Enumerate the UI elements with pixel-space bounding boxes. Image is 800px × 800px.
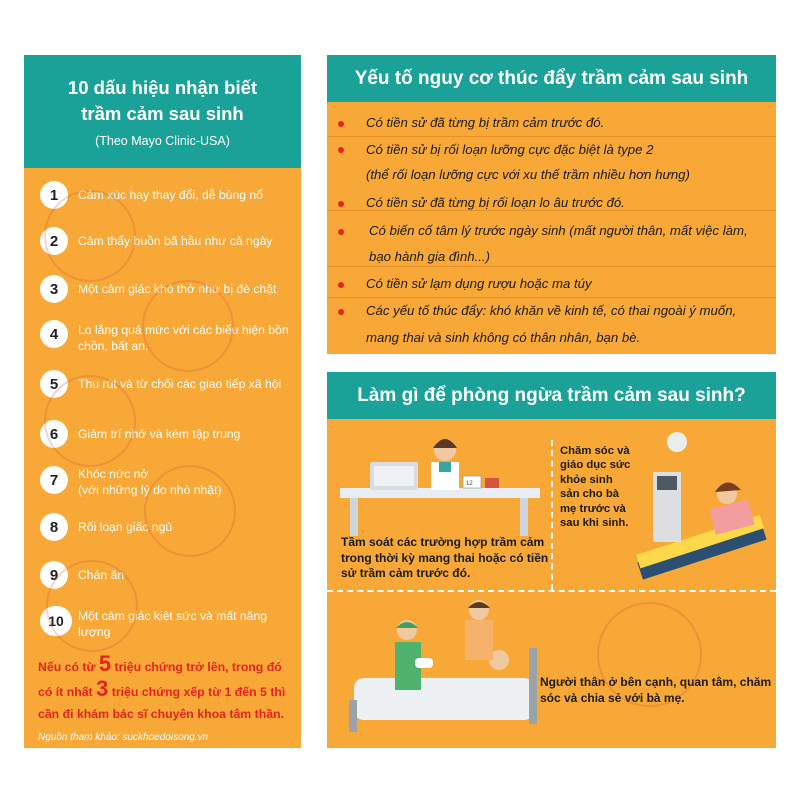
risk-title: Yếu tố nguy cơ thúc đẩy trầm cảm sau sinh [327,55,776,102]
divider [551,440,553,590]
sign-text: Lo lắng quá mức với các biểu hiện bồn chồn, bất an. [78,323,289,353]
divider [327,136,776,137]
calendar-label: 12 [466,481,473,487]
divider [327,297,776,298]
bullet-icon [338,147,344,153]
sign-number: 6 [40,420,68,448]
sign-text [78,466,293,498]
sign-text: Cảm xúc hay thay đổi, dễ bùng nổ [78,188,263,202]
sign-text: Cảm thấy buồn bã hầu như cả ngày [78,234,273,248]
prevention-title: Làm gì để phòng ngừa trầm cảm sau sinh? [327,372,776,419]
sign-text: Một cảm giác kiệt sức và mất năng lượng [78,609,268,639]
risk-line: mang thai và sinh không có thân nhân, bạn bè. [366,330,641,345]
sign-number: 8 [40,513,68,541]
signs-title-line2: trầm cảm sau sinh [81,103,244,124]
bullet-icon [338,201,344,207]
sign-text: Một cảm giác khó thở như bị đè chặt [78,282,277,296]
risk-line: (thể rối loạn lưỡng cực với xu thế trầm nhiều hơn hưng) [366,167,690,182]
signs-header [24,55,301,168]
risk-line: Có tiền sử bị rối loạn lưỡng cực đặc biệt là type 2 [366,142,654,157]
risk-line: Có biến cố tâm lý trước ngày sinh (mất người thân, mất việc làm, [369,223,748,238]
condition-number: 5 [98,651,112,676]
prevention-panel [327,372,776,748]
sign-text: Thu rút và từ chối các giao tiếp xã hội [78,377,282,391]
sign-number: 3 [40,275,68,303]
sign-number: 1 [40,181,68,209]
risk-line: Các yếu tố thúc đẩy: khó khăn về kinh tế, có thai ngoài ý muốn, [366,303,737,318]
sign-text: Giảm trí nhớ và kém tập trung [78,427,241,441]
signs-title-line1: 10 dấu hiệu nhận biết [67,77,258,98]
sign-text-sub: (với những lý do nhỏ nhặt) [78,483,222,497]
condition-part: triệu chứng xếp từ 1 đến 5 thì cần đi khám bác sĩ chuyên khoa tâm thần. [38,685,286,721]
bullet-icon [338,229,344,235]
condition-number: 3 [96,676,109,701]
diagnosis-condition [38,653,296,725]
sign-number: 10 [40,606,72,636]
signs-subtitle: (Theo Mayo Clinic-USA) [95,134,230,148]
sign-number: 2 [40,227,68,255]
prevention-text-care: Chăm sóc và giáo dục sức khỏe sinh sản cho bà mẹ trước và sau khi sinh. [560,445,631,530]
sign-text: Rối loạn giấc ngủ [78,520,173,534]
signs-panel [24,55,301,748]
condition-part: Nếu có từ [38,660,99,674]
risk-line: Có tiền sử đã từng bị rối loạn lo âu trước đó. [366,195,625,210]
sign-text-main: Khóc nức nở [78,467,149,481]
divider [327,266,776,267]
prevention-text-screening: Tầm soát các trường hợp trầm cảm trong thời kỳ mang thai hoặc có tiền sử trầm cảm trước đó. [341,535,549,580]
sign-number: 4 [40,320,68,348]
prevention-text-family: Người thân ở bên cạnh, quan tâm, chăm sóc và chia sẻ với bà mẹ. [540,675,772,705]
bullet-icon [338,282,344,288]
bullet-icon [338,309,344,315]
mother-bed-illustration [617,422,775,592]
bullet-icon [338,121,344,127]
sign-text: Chán ăn [78,568,125,582]
source-note: Nguồn tham khảo: suckhoedoisong.vn [38,732,209,743]
divider [327,210,776,211]
family-illustration [349,600,549,740]
bed-icon [354,678,534,720]
sign-number: 9 [40,561,68,589]
sign-number: 5 [40,370,68,398]
sign-number: 7 [40,466,68,494]
risk-factors-panel [327,55,776,354]
risk-line: bạo hành gia đình...) [369,249,490,264]
risk-line: Có tiền sử đã từng bị trầm cảm trước đó. [366,115,605,130]
risk-line: Có tiền sử lạm dụng rượu hoặc ma túy [366,276,592,291]
doctor-illustration [335,428,545,538]
condition-part: triệu chứng trở lên, trong đó có ít nhất [38,660,282,699]
